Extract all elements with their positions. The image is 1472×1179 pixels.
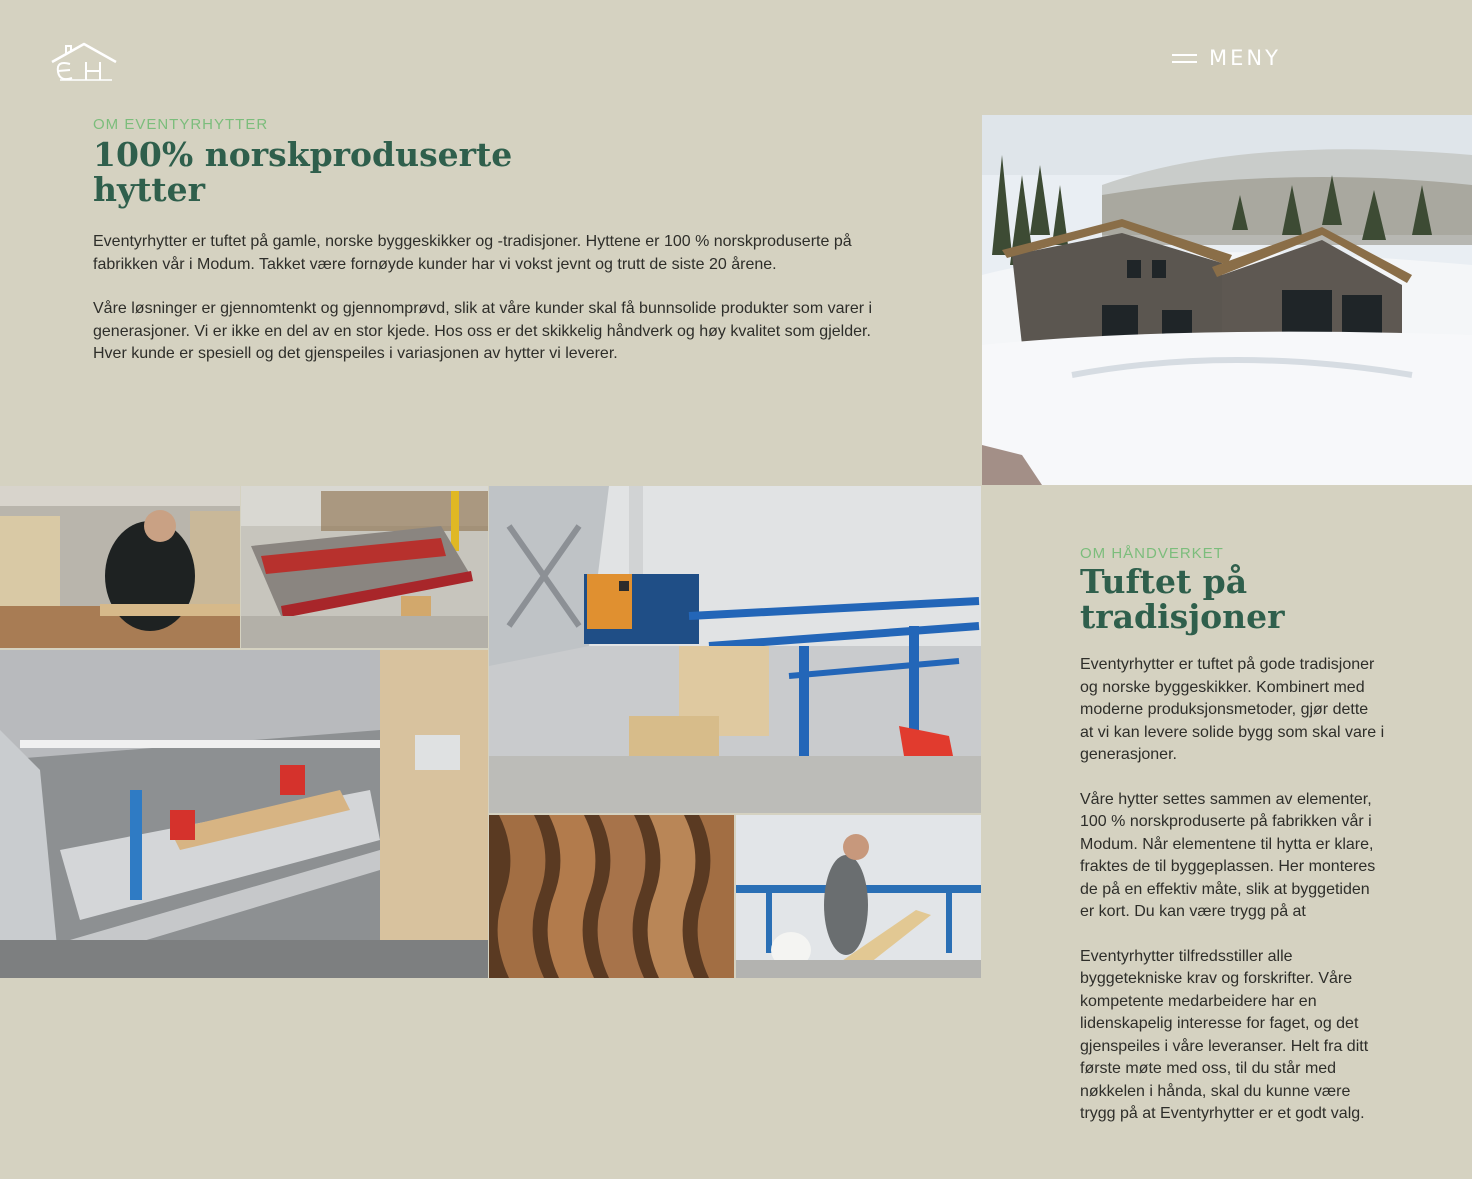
menu-label: MENY	[1209, 46, 1281, 70]
about-eyebrow: OM EVENTYRHYTTER	[93, 116, 269, 133]
about-section	[93, 116, 893, 366]
craft-section	[1080, 545, 1400, 1126]
craft-eyebrow: OM HÅNDVERKET	[1080, 545, 1224, 562]
logo[interactable]	[50, 40, 120, 84]
hamburger-icon	[1172, 52, 1197, 64]
press-machine-photo	[241, 486, 488, 648]
about-paragraph-2: Våre løsninger er gjennomtenkt og gjennomprøvd, slik at våre kunder skal få bunnsolide produkter som varer i generasjoner. Vi er ikke en del av en stor kjede. Hos oss er det skikkelig håndverk og høy kvalitet som gjelder. Hver kunde er spesiell og det gjenspeiles i variasjonen av hytter vi leverer.	[93, 300, 873, 362]
menu-button[interactable]	[1172, 46, 1281, 70]
cabin-winter-photo	[982, 115, 1472, 485]
craft-paragraph-3: Eventyrhytter tilfredsstiller alle byggetekniske krav og forskrifter. Våre kompetente medarbeidere har en lidenskapelig interesse for faget, og det gjenspeiles i våre leveranser. Helt fra ditt første møte med oss, til du står med nøkkelen i hånda, skal du kunne være trygg på at Eventyrhytter er et godt valg.	[1080, 947, 1369, 1122]
craft-paragraph-2: Våre hytter settes sammen av elementer, 100 % norskproduserte på fabrikken vår i Modum. Når elementene til hytta er klare, fraktes de til byggeplassen. Her monteres de på en effektiv måte, slik at byggetiden er kort. Du kan være trygg på at	[1080, 790, 1376, 920]
house-logo-icon	[50, 40, 120, 84]
profiling-machine-photo	[0, 650, 488, 978]
carpenter-drilling-photo	[0, 486, 240, 648]
craft-title: Tuftet på tradisjoner	[1080, 562, 1285, 636]
about-title: 100% norskproduserte hytter	[93, 135, 513, 209]
craft-paragraph-1: Eventyrhytter er tuftet på gode tradisjoner og norske byggeskikker. Kombinert med moderne produksjonsmetoder, gjør dette at vi kan levere solide bygg som skal vare i generasjoner.	[1080, 656, 1385, 763]
about-paragraph-1: Eventyrhytter er tuftet på gamle, norske byggeskikker og -tradisjoner. Hyttene er 100 % norskproduserte på fabrikken vår i Modum. Takket være fornøyde kunder har vi vokst jevnt og trutt de siste 20 årene.	[93, 233, 852, 273]
wood-planks-photo	[489, 815, 734, 978]
factory-hall-photo	[489, 486, 981, 813]
carpenter-measuring-photo	[736, 815, 981, 978]
